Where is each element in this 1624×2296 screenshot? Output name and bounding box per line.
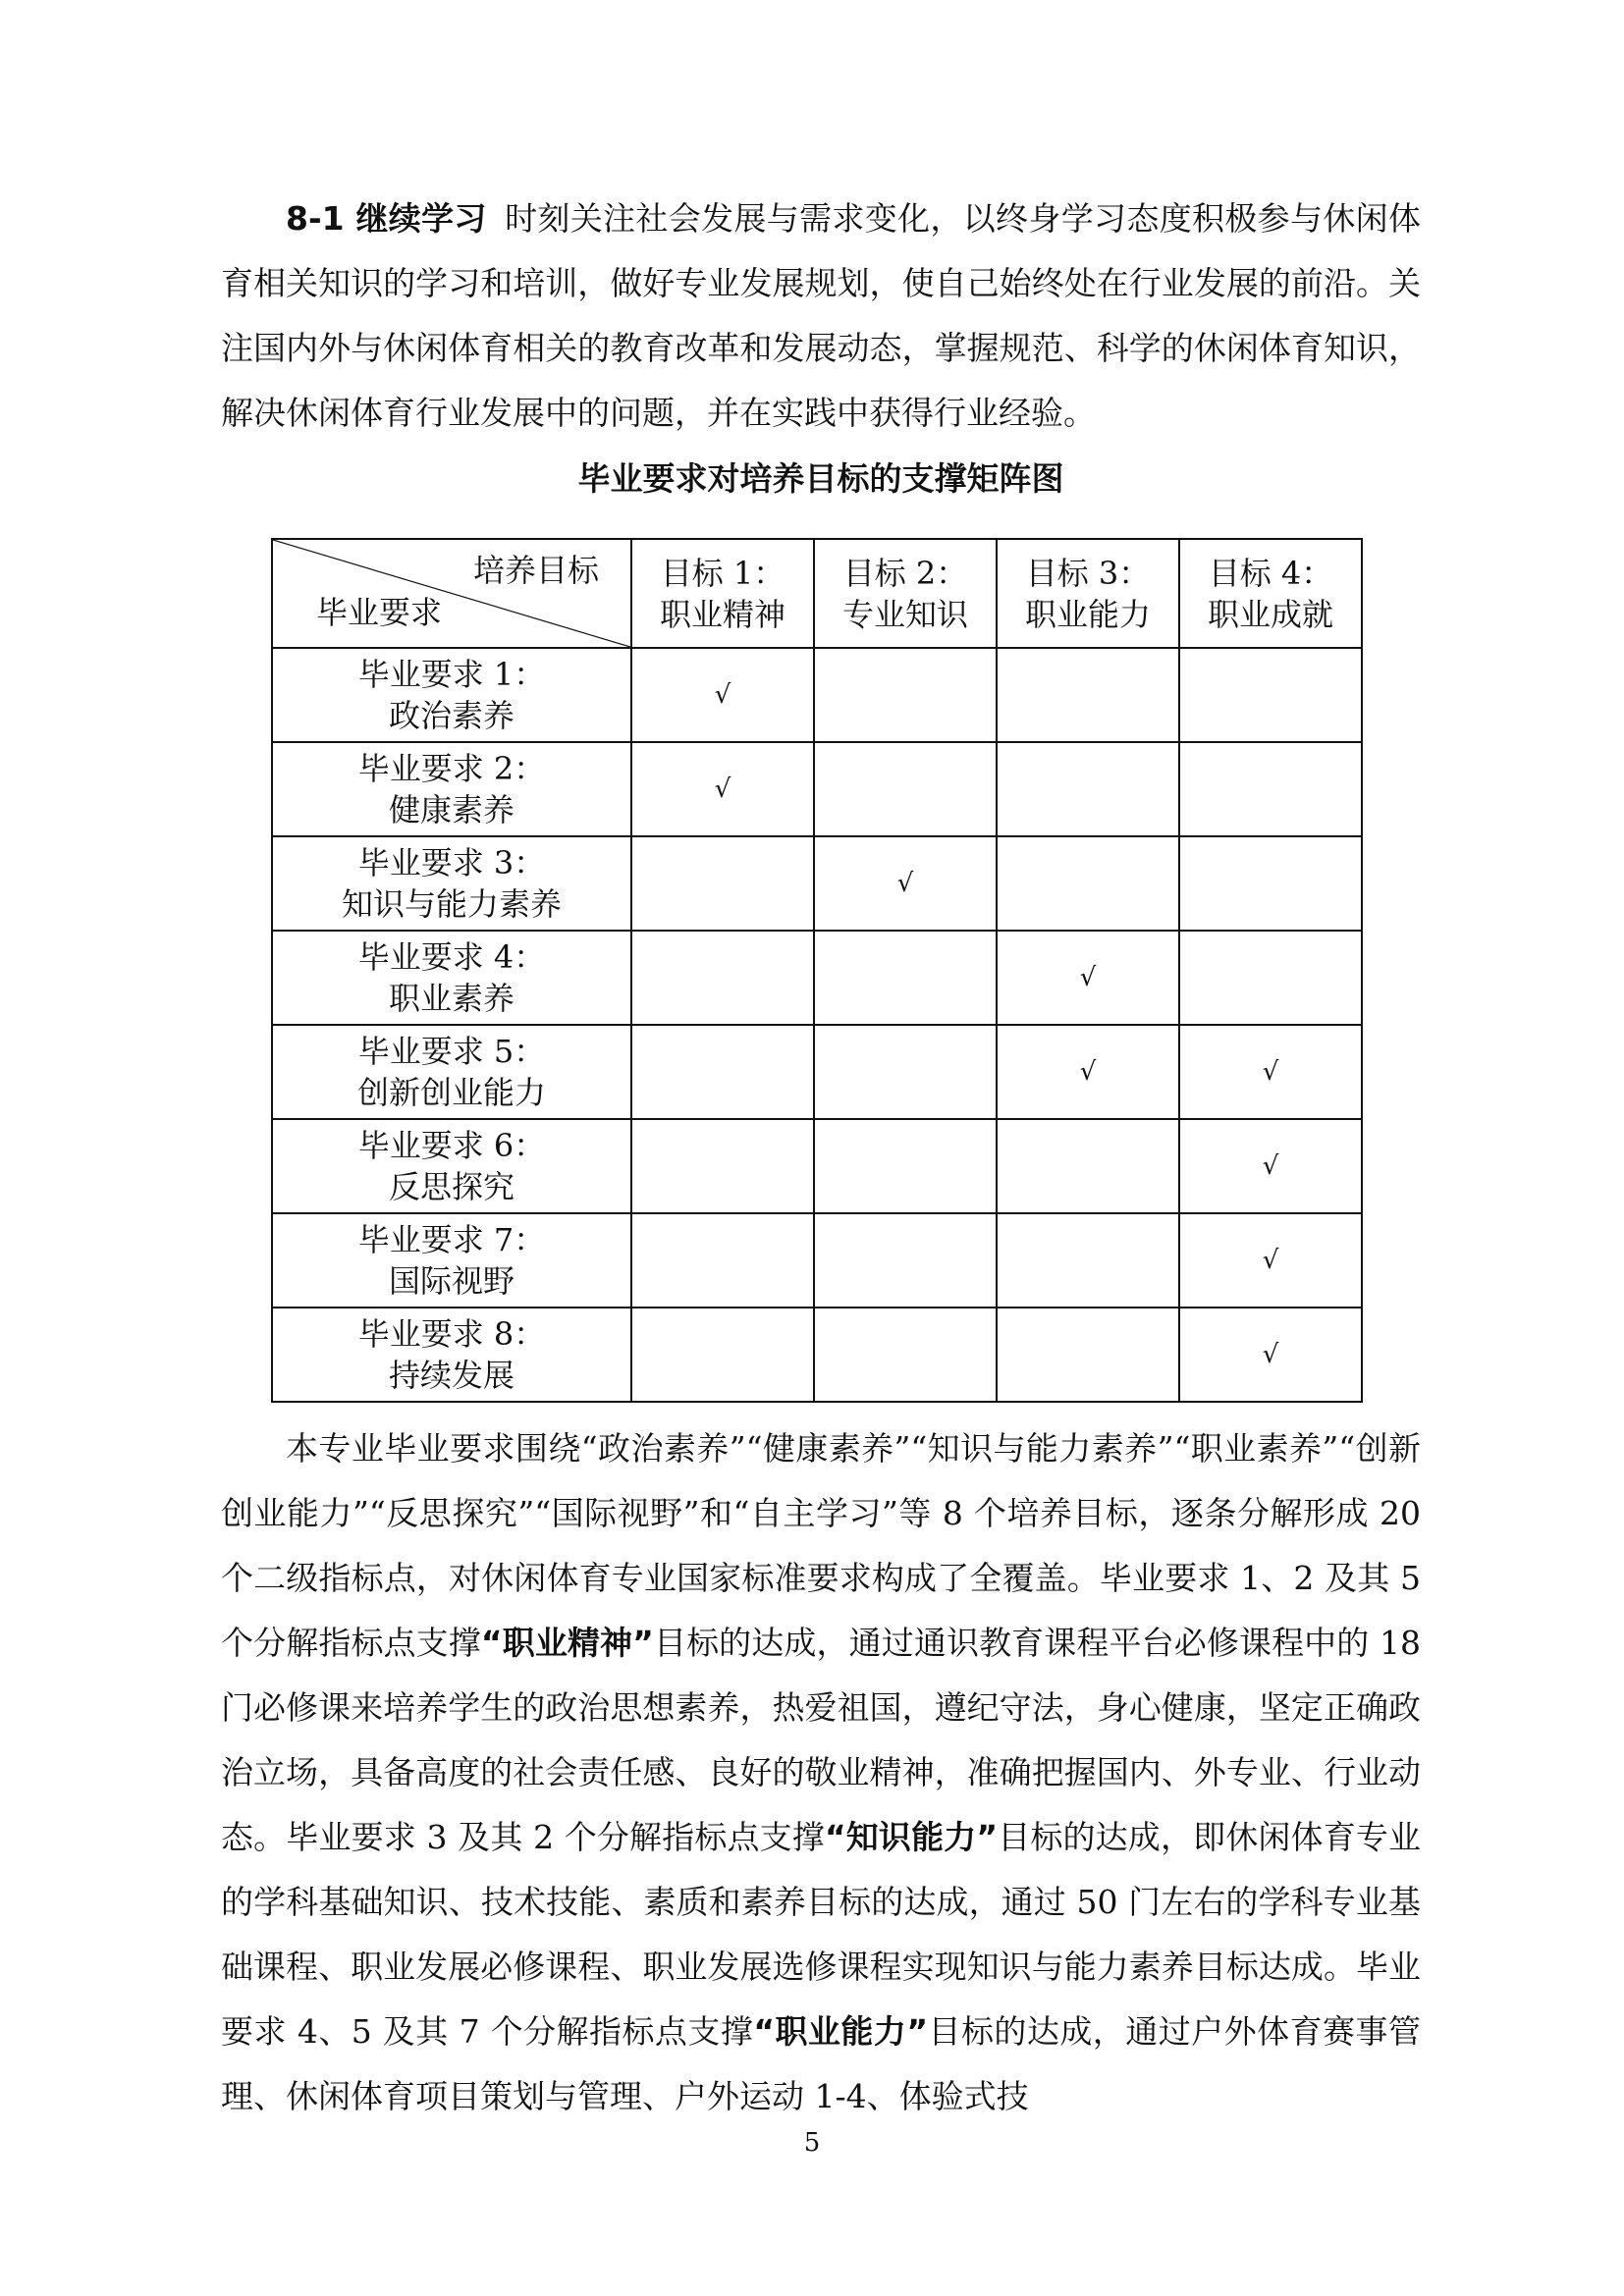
requirement-label: 毕业要求 5： 创新创业能力: [272, 1025, 631, 1119]
check-cell: [631, 1308, 814, 1402]
check-cell: [631, 1025, 814, 1119]
check-cell: [631, 931, 814, 1025]
check-cell: [814, 1308, 997, 1402]
check-cell: [997, 648, 1179, 742]
requirement-label: 毕业要求 2： 健康素养: [272, 742, 631, 836]
check-cell: [631, 1119, 814, 1213]
header-row: [272, 539, 1362, 648]
requirements-summary-paragraph: [221, 1416, 1421, 2129]
goal-header-1: 目标 1： 职业精神: [631, 539, 814, 648]
check-cell: [814, 931, 997, 1025]
emphasis-text: “职业能力”: [753, 2012, 929, 2051]
check-cell: √: [631, 648, 814, 742]
goal-header-4: 目标 4： 职业成就: [1179, 539, 1362, 648]
emphasis-text: “职业精神”: [480, 1624, 654, 1662]
table-row: [272, 931, 1362, 1025]
paragraph-text: 目标的达成，即休闲体育专业的学科基础知识、技术技能、素质和素养目标的达成，通过 50 门左右的学科专业基础课程、职业发展必修课程、职业发展选修课程实现知识与能力素养目标达成。毕业要求 4、5 及其 7 个分解指标点支撑: [221, 1818, 1421, 2051]
table-row: [272, 742, 1362, 836]
page-number: 5: [803, 2128, 821, 2158]
check-cell: [997, 1119, 1179, 1213]
continuing-learning-paragraph: [221, 187, 1421, 446]
section-lead: 8-1 继续学习: [286, 199, 487, 238]
check-cell: [1179, 742, 1362, 836]
table-caption: 毕业要求对培养目标的支撑矩阵图: [577, 459, 1064, 498]
goal-header-2: 目标 2： 专业知识: [814, 539, 997, 648]
check-cell: [1179, 836, 1362, 931]
requirement-label: 毕业要求 6： 反思探究: [272, 1119, 631, 1213]
check-cell: √: [997, 931, 1179, 1025]
check-cell: √: [1179, 1308, 1362, 1402]
table-row: [272, 648, 1362, 742]
requirement-axis-label: 毕业要求: [316, 594, 443, 631]
check-cell: √: [1179, 1213, 1362, 1308]
table-row: [272, 1119, 1362, 1213]
check-cell: √: [1179, 1025, 1362, 1119]
requirement-label: 毕业要求 4： 职业素养: [272, 931, 631, 1025]
table-row: [272, 1025, 1362, 1119]
check-cell: [997, 836, 1179, 931]
goal-header-3: 目标 3： 职业能力: [997, 539, 1179, 648]
check-cell: [631, 1213, 814, 1308]
requirement-label: 毕业要求 3： 知识与能力素养: [272, 836, 631, 931]
check-cell: [814, 1119, 997, 1213]
check-cell: [1179, 648, 1362, 742]
requirement-label: 毕业要求 7： 国际视野: [272, 1213, 631, 1308]
paragraph-text: 本专业毕业要求围绕“政治素养”“健康素养”“知识与能力素养”“职业素养”“创新创业能力”“反思探究”“国际视野”和“自主学习”等 8 个培养目标，逐条分解形成 20 个二级指标点，对休闲体育专业国家标准要求构成了全覆盖。毕业要求 1、2 及其 5 个分解指标点支撑: [221, 1429, 1421, 1662]
check-cell: [814, 648, 997, 742]
support-matrix-table: [271, 538, 1363, 1403]
emphasis-text: “知识能力”: [824, 1818, 999, 1856]
requirement-label: 毕业要求 1： 政治素养: [272, 648, 631, 742]
paragraph-text: 目标的达成，通过通识教育课程平台必修课程中的 18 门必修课来培养学生的政治思想素养，热爱祖国，遵纪守法，身心健康，坚定正确政治立场，具备高度的社会责任感、良好的敬业精神，准确把握国内、外专业、行业动态。毕业要求 3 及其 2 个分解指标点支撑: [221, 1624, 1422, 1856]
check-cell: [814, 742, 997, 836]
check-cell: [631, 836, 814, 931]
check-cell: [997, 742, 1179, 836]
diagonal-header-cell: [272, 539, 631, 648]
check-cell: √: [997, 1025, 1179, 1119]
check-cell: √: [814, 836, 997, 931]
goal-axis-label: 培养目标: [472, 552, 599, 589]
requirement-label: 毕业要求 8： 持续发展: [272, 1308, 631, 1402]
table-row: [272, 1213, 1362, 1308]
check-cell: √: [631, 742, 814, 836]
check-cell: [997, 1308, 1179, 1402]
check-cell: [814, 1213, 997, 1308]
check-cell: √: [1179, 1119, 1362, 1213]
paragraph-text: 时刻关注社会发展与需求变化，以终身学习态度积极参与休闲体育相关知识的学习和培训，做好专业发展规划，使自己始终处在行业发展的前沿。关注国内外与休闲体育相关的教育改革和发展动态，掌握规范、科学的休闲体育知识，解决休闲体育行业发展中的问题，并在实践中获得行业经验。: [221, 199, 1422, 432]
check-cell: [814, 1025, 997, 1119]
check-cell: [997, 1213, 1179, 1308]
table-row: [272, 1308, 1362, 1402]
table-row: [272, 836, 1362, 931]
check-cell: [1179, 931, 1362, 1025]
paragraph-text: 目标的达成，通过户外体育赛事管理、休闲体育项目策划与管理、户外运动 1-4、体验式技: [221, 2012, 1421, 2115]
